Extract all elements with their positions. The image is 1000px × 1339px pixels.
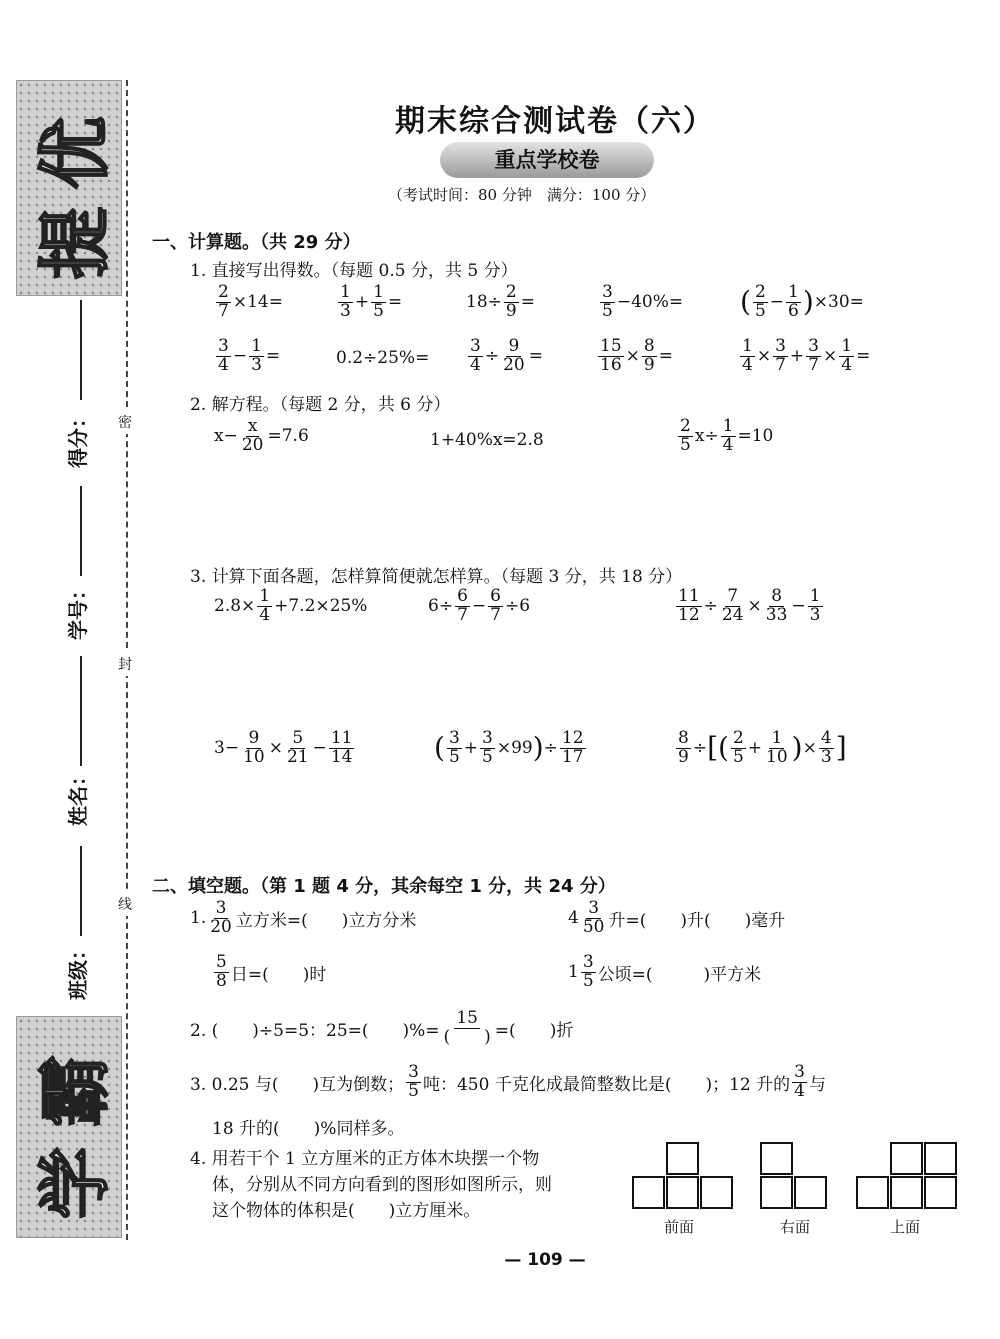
class-line <box>80 846 82 936</box>
fill-item: 5 8 日=( )时 <box>216 952 327 991</box>
simplify-item: $\frac{11}{12}$ ÷ $\frac{7}{24}$ × $\frac{8}{33}$ − $\frac{1}{3}$ <box>678 586 821 625</box>
calc-item: $\frac{3}{4}$ ÷ $\frac{9}{20}$ = <box>470 336 543 375</box>
fill-item: 1. 3 20 立方米=( )立方分米 <box>190 898 417 937</box>
q3-prompt: 3. 计算下面各题，怎样算简便就怎样算。（每题 3 分，共 18 分） <box>190 567 683 587</box>
calc-item: 18÷ $\frac{2}{9}$ = <box>466 282 535 321</box>
simplify-item: ( 3 5 + $\frac{3}{5}$ ×99 ) ÷ $\frac{12}{17}$ <box>434 728 584 767</box>
score-field-label: 得分： <box>66 408 90 468</box>
page-number: — 109 — <box>504 1250 586 1270</box>
equation-item: 1+40%x=2.8 <box>430 430 544 450</box>
q2-prompt: 2. 解方程。（每题 2 分，共 6 分） <box>190 395 451 415</box>
calc-item: 3 4 − $\frac{1}{3}$ = <box>218 336 281 375</box>
calc-item: $\frac{2}{7}$ ×14= <box>218 282 283 321</box>
q4-line: 体，分别从不同方向看到的图形如图所示，则 <box>212 1175 552 1195</box>
class-field-label: 班级： <box>66 940 90 1000</box>
calc-item: ( 2 5 − $\frac{1}{6}$ ) ×30= <box>740 282 864 321</box>
fill-item: 4 3 50 升=( )升( )毫升 <box>568 898 786 937</box>
section-2-title: 二、填空题。（第 1 题 4 分，其余每空 1 分，共 24 分） <box>152 876 616 897</box>
calc-item: 1 3 + $\frac{1}{5}$ = <box>340 282 403 321</box>
calc-item: 0.2÷25%= <box>336 348 430 368</box>
front-view-caption: 前面 <box>664 1218 695 1236</box>
side-char: 霸 <box>33 1055 117 1128</box>
q1-prompt: 1. 直接写出得数。（每题 0.5 分，共 5 分） <box>190 261 518 281</box>
side-char: 提 <box>33 207 117 280</box>
name-field-label: 姓名： <box>66 766 90 826</box>
page-title: 期末综合测试卷（六） <box>395 104 715 139</box>
calc-item: $\frac{15}{16}$ × $\frac{8}{9}$ = <box>600 336 673 375</box>
section-1-title: 一、计算题。（共 29 分） <box>152 232 361 253</box>
q4-line: 4. 用若干个 1 立方厘米的正方体木块摆一个物 <box>190 1149 540 1169</box>
fill-item-line2: 18 升的( )%同样多。 <box>212 1119 405 1139</box>
exam-info: （考试时间：80 分钟 满分：100 分） <box>388 186 656 204</box>
side-bottom-banner <box>16 1016 122 1238</box>
side-char: 学 <box>33 1147 117 1220</box>
calc-item: $\frac{1}{4}$ × $\frac{3}{7}$ + $\frac{3}{7}$ × $\frac{1}{4}$ = <box>742 336 871 375</box>
equation-item: x− $\frac{x}{20}$ =7.6 <box>214 416 309 455</box>
calc-item: 3 5 −40%= <box>602 282 684 321</box>
school-badge: 重点学校卷 <box>440 142 654 178</box>
seal-char: 封 <box>118 652 132 676</box>
name-line <box>80 656 82 766</box>
top-view-caption: 上面 <box>890 1218 921 1236</box>
id-line <box>80 486 82 576</box>
student-id-field-label: 学号： <box>66 580 90 640</box>
simplify-item: 6÷ $\frac{6}{7}$ − $\frac{6}{7}$ ÷6 <box>428 586 531 625</box>
score-line <box>80 300 82 400</box>
side-char: 优 <box>33 117 117 190</box>
simplify-item: 2.8× $\frac{1}{4}$ +7.2×25% <box>214 586 368 625</box>
q4-line: 这个物体的体积是( )立方厘米。 <box>212 1201 481 1221</box>
equation-item: 2 5 x÷ $\frac{1}{4}$ =10 <box>680 416 774 455</box>
fill-item: 2. ( )÷5=5：25=( )%= 15 ( ) =( )折 <box>190 1008 574 1047</box>
fill-item: 1 3 5 公顷=( )平方米 <box>568 952 762 991</box>
seal-char: 线 <box>118 892 132 916</box>
simplify-item: $\frac{8}{9}$ ÷ [ ( 2 5 + $\frac{1}{10}$ ) × $\frac{4}{3}$ ] <box>678 728 847 767</box>
simplify-item: 3− $\frac{9}{10}$ × $\frac{5}{21}$ − $\frac{11}{14}$ <box>214 728 353 767</box>
right-view-caption: 右面 <box>780 1218 811 1236</box>
seal-char: 密 <box>118 410 132 434</box>
fill-item: 3. 0.25 与( )互为倒数； 3 5 吨：450 千克化成最简整数比是( )；12 升的 3 4 与 <box>190 1062 826 1101</box>
